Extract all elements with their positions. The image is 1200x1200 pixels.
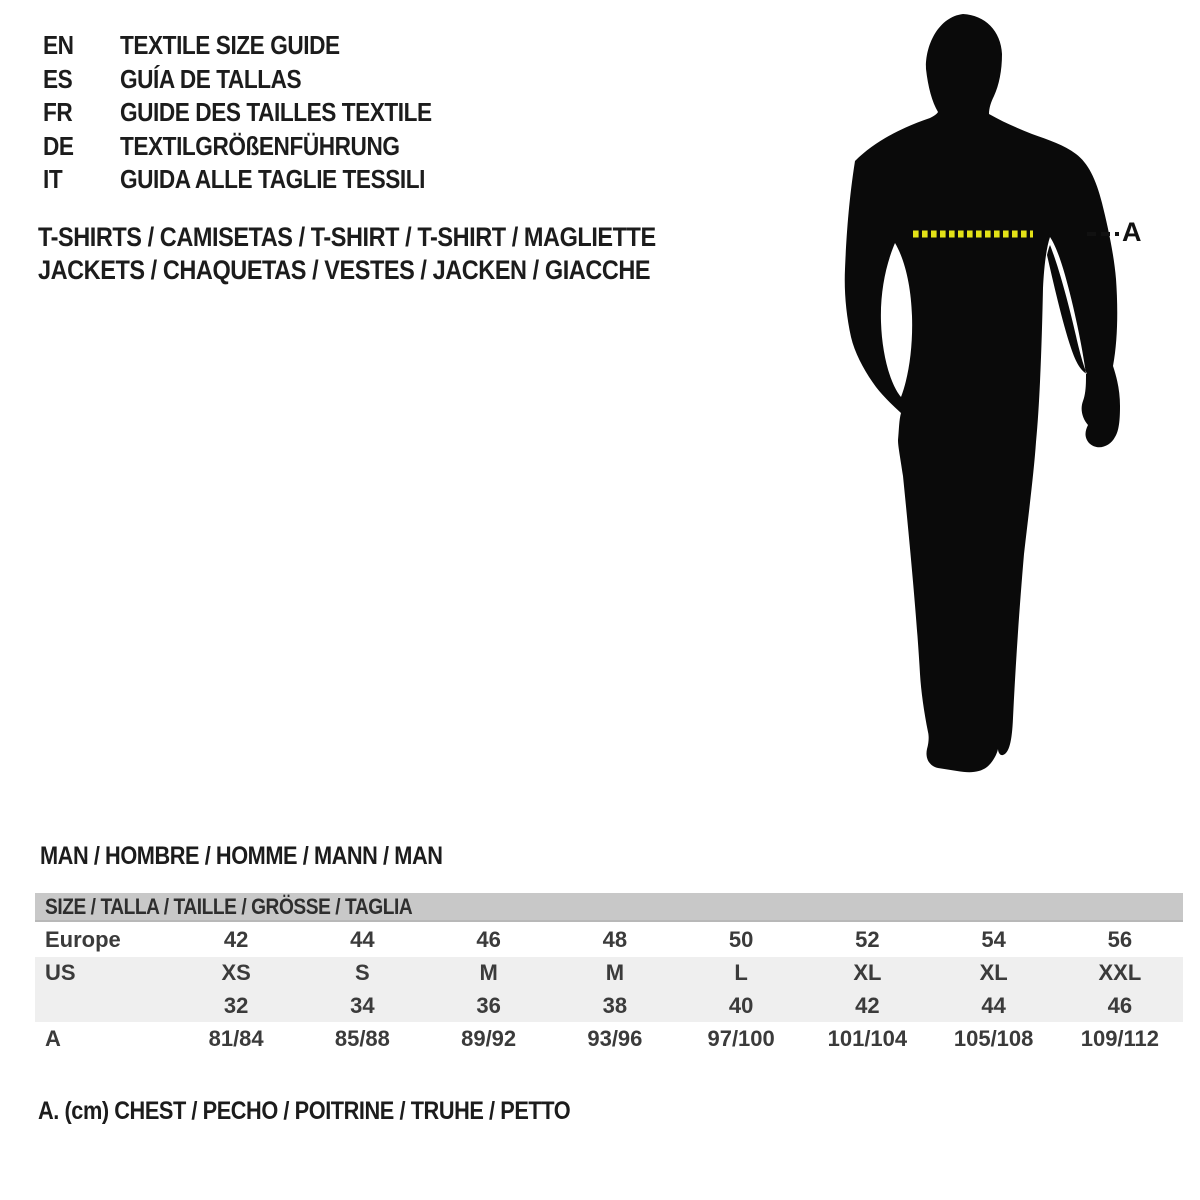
size-table: [35, 893, 1183, 1056]
row-label: US: [45, 960, 76, 985]
size-value: 85/88: [334, 1026, 390, 1051]
size-value: 56: [1107, 926, 1133, 952]
size-value: M: [605, 960, 625, 985]
size-value: 34: [350, 992, 375, 1018]
size-value: XS: [221, 960, 251, 985]
size-value: 97/100: [707, 1026, 775, 1051]
size-value: 40: [728, 992, 754, 1018]
size-value: S: [355, 960, 370, 985]
language-title: TEXTILGRÖßENFÜHRUNG: [120, 130, 400, 161]
language-row-it: [43, 163, 478, 197]
size-value: 52: [855, 926, 880, 952]
measurement-label-a: A: [1122, 217, 1142, 247]
size-value: 44: [350, 926, 375, 952]
man-silhouette-shape: [845, 14, 1120, 772]
table-row-us: [35, 957, 1183, 989]
size-table-header: [35, 893, 1183, 922]
row-label: Europe: [45, 926, 121, 952]
language-title: TEXTILE SIZE GUIDE: [120, 30, 340, 61]
size-value: XL: [853, 960, 882, 985]
size-table-header-text: SIZE / TALLA / TAILLE / GRÖSSE / TAGLIA: [45, 893, 413, 919]
language-title: GUÍA DE TALLAS: [120, 63, 302, 94]
language-row-en: [43, 29, 478, 63]
product-categories: [38, 221, 748, 287]
language-title: GUIDA ALLE TAGLIE TESSILI: [120, 164, 425, 195]
measurement-footnote-text: A. (cm) CHEST / PECHO / POITRINE / TRUHE / PETTO: [38, 1097, 571, 1125]
table-row-numeric: [35, 989, 1183, 1022]
size-value: 50: [728, 926, 754, 952]
size-value: 44: [981, 992, 1006, 1018]
man-silhouette-figure: [825, 5, 1125, 780]
language-row-de: [43, 130, 478, 164]
size-value: M: [479, 960, 498, 985]
size-value: 46: [476, 926, 501, 952]
measurement-footnote: [38, 1097, 650, 1126]
table-row-chest-a: [35, 1022, 1183, 1056]
size-value: 89/92: [461, 1026, 517, 1051]
size-value: 101/104: [827, 1026, 908, 1051]
language-row-fr: [43, 96, 478, 130]
size-value: 42: [855, 992, 880, 1018]
size-value: XXL: [1098, 960, 1142, 985]
size-value: 81/84: [208, 1026, 264, 1051]
size-value: 38: [602, 992, 628, 1018]
section-title-text: MAN / HOMBRE / HOMME / MANN / MAN: [40, 842, 443, 870]
size-value: 48: [602, 926, 628, 952]
language-code: IT: [43, 164, 63, 195]
product-line-jackets: JACKETS / CHAQUETAS / VESTES / JACKEN / GIACCHE: [38, 255, 651, 285]
section-title-man: [40, 842, 503, 871]
size-value: 42: [223, 926, 249, 952]
language-code: ES: [43, 63, 73, 94]
language-code: FR: [43, 97, 73, 128]
row-label: A: [45, 1026, 61, 1051]
size-value: 105/108: [953, 1026, 1034, 1051]
size-value: 36: [476, 992, 501, 1018]
language-list: [43, 29, 478, 197]
size-value: 109/112: [1080, 1026, 1160, 1051]
product-line-tshirts: T-SHIRTS / CAMISETAS / T-SHIRT / T-SHIRT / MAGLIETTE: [38, 222, 656, 252]
size-value: XL: [979, 960, 1008, 985]
size-value: 32: [223, 992, 249, 1018]
table-row-europe: [35, 922, 1183, 957]
language-title: GUIDE DES TAILLES TEXTILE: [120, 97, 432, 128]
size-value: 46: [1107, 992, 1133, 1018]
language-code: EN: [43, 30, 74, 61]
language-row-es: [43, 63, 478, 97]
language-code: DE: [43, 130, 74, 161]
size-value: 93/96: [587, 1026, 643, 1051]
size-value: L: [734, 960, 748, 985]
size-value: 54: [981, 926, 1006, 952]
